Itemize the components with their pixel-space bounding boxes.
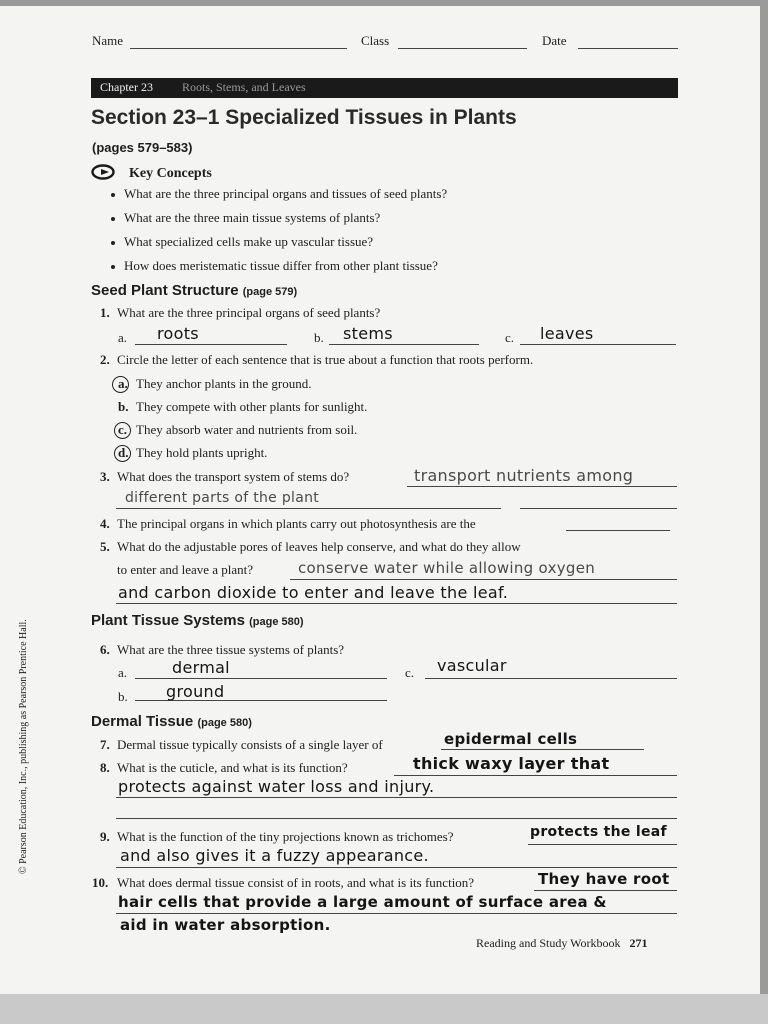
bullet bbox=[111, 265, 115, 269]
q9-answer-1: protects the leaf bbox=[530, 824, 667, 840]
key-concepts-heading: Key Concepts bbox=[129, 166, 212, 181]
q4-text: The principal organs in which plants carry out photosynthesis are the bbox=[117, 516, 476, 531]
q10-text: What does dermal tissue consist of in roots, and what is its function? bbox=[117, 875, 475, 890]
q8-line-3 bbox=[116, 818, 677, 819]
bullet bbox=[111, 193, 115, 197]
section-pages: (pages 579–583) bbox=[92, 140, 193, 155]
q9-answer-2: and also gives it a fuzzy appearance. bbox=[120, 846, 429, 865]
q9-line-1 bbox=[528, 844, 677, 845]
tissue-systems-heading: Plant Tissue Systems (page 580) bbox=[91, 612, 304, 629]
dermal-heading: Dermal Tissue (page 580) bbox=[91, 713, 252, 730]
q6-a-label: a. bbox=[118, 665, 128, 680]
q7-answer: epidermal cells bbox=[444, 730, 578, 748]
q6-text: What are the three tissue systems of plants? bbox=[117, 642, 345, 657]
q2-option-letter: c. bbox=[118, 422, 128, 437]
key-concept-item: What are the three main tissue systems of plants? bbox=[124, 210, 381, 225]
q2-option-letter: d. bbox=[118, 445, 129, 460]
q5-text-1: What do the adjustable pores of leaves help conserve, and what do they allow bbox=[117, 539, 521, 554]
date-label: Date bbox=[542, 33, 567, 48]
q6-b-answer: ground bbox=[166, 682, 225, 701]
q5-answer-1: conserve water while allowing oxygen bbox=[298, 559, 596, 577]
q2-option-letter: b. bbox=[118, 399, 129, 414]
q8-answer-1: thick waxy layer that bbox=[413, 754, 610, 773]
class-line bbox=[398, 48, 527, 49]
q3-line-1 bbox=[407, 486, 677, 487]
q6-a-answer: dermal bbox=[172, 658, 230, 677]
q3-line-2 bbox=[116, 508, 501, 509]
bullet bbox=[111, 241, 115, 245]
q2-option-text: They absorb water and nutrients from soil. bbox=[136, 422, 358, 437]
q7-text: Dermal tissue typically consists of a single layer of bbox=[117, 737, 383, 752]
q2-option-text: They hold plants upright. bbox=[136, 445, 268, 460]
q1-a-answer: roots bbox=[157, 324, 199, 343]
q3-answer-1: transport nutrients among bbox=[414, 466, 634, 485]
chapter-label: Chapter 23 bbox=[100, 80, 153, 94]
q1-b-answer: stems bbox=[343, 324, 393, 343]
q6-c-line bbox=[425, 678, 677, 679]
q1-c-line bbox=[520, 344, 676, 345]
chapter-title: Roots, Stems, and Leaves bbox=[182, 80, 306, 94]
q6-number: 6. bbox=[100, 642, 110, 657]
q4-line bbox=[566, 530, 670, 531]
q1-c-label: c. bbox=[505, 330, 515, 345]
q2-option-text: They anchor plants in the ground. bbox=[136, 376, 312, 391]
key-concept-item: What are the three principal organs and tissues of seed plants? bbox=[124, 186, 448, 201]
q10-line-2 bbox=[116, 913, 677, 914]
name-line bbox=[130, 48, 347, 49]
q1-text: What are the three principal organs of seed plants? bbox=[117, 305, 381, 320]
q7-line bbox=[441, 749, 644, 750]
q8-line-2 bbox=[116, 797, 677, 798]
name-label: Name bbox=[92, 33, 124, 48]
q5-line-2 bbox=[116, 603, 677, 604]
seed-plant-heading: Seed Plant Structure (page 579) bbox=[91, 282, 298, 299]
q5-number: 5. bbox=[100, 539, 110, 554]
q2-option-text: They compete with other plants for sunlight. bbox=[136, 399, 368, 414]
q3-text: What does the transport system of stems do? bbox=[117, 469, 350, 484]
q2-text: Circle the letter of each sentence that is true about a function that roots perform. bbox=[117, 352, 534, 367]
q5-line-1 bbox=[290, 579, 677, 580]
q5-text-2: to enter and leave a plant? bbox=[117, 562, 254, 577]
class-label: Class bbox=[361, 33, 390, 48]
q1-number: 1. bbox=[100, 305, 110, 320]
q6-c-answer: vascular bbox=[437, 656, 507, 675]
q9-text: What is the function of the tiny projections known as trichomes? bbox=[117, 829, 454, 844]
q1-b-line bbox=[329, 344, 479, 345]
key-concept-item: How does meristematic tissue differ from other plant tissue? bbox=[124, 258, 438, 273]
workbook-footer: Reading and Study Workbook 271 bbox=[476, 936, 648, 950]
copyright-note: © Pearson Education, Inc., publishing as Pearson Prentice Hall. bbox=[18, 619, 29, 874]
q10-answer-3: aid in water absorption. bbox=[120, 916, 331, 934]
key-concept-item: What specialized cells make up vascular tissue? bbox=[124, 234, 374, 249]
q1-a-label: a. bbox=[118, 330, 128, 345]
q6-a-line bbox=[135, 678, 387, 679]
q7-number: 7. bbox=[100, 737, 110, 752]
q6-b-label: b. bbox=[118, 689, 128, 704]
q8-text: What is the cuticle, and what is its function? bbox=[117, 760, 348, 775]
q10-number: 10. bbox=[92, 875, 109, 890]
q1-c-answer: leaves bbox=[540, 324, 594, 343]
q9-number: 9. bbox=[100, 829, 110, 844]
q8-answer-2: protects against water loss and injury. bbox=[118, 777, 435, 796]
q1-a-line bbox=[135, 344, 287, 345]
q4-number: 4. bbox=[100, 516, 110, 531]
date-line bbox=[578, 48, 678, 49]
worksheet-page bbox=[0, 6, 760, 994]
q2-number: 2. bbox=[100, 352, 110, 367]
q3-line-3 bbox=[520, 508, 677, 509]
q10-line-1 bbox=[534, 890, 677, 891]
bullet bbox=[111, 217, 115, 221]
q8-line-1 bbox=[394, 775, 677, 776]
chapter-bar bbox=[91, 78, 678, 98]
q3-number: 3. bbox=[100, 469, 110, 484]
q8-number: 8. bbox=[100, 760, 110, 775]
scan-bottom-edge bbox=[0, 994, 768, 1024]
q10-answer-2: hair cells that provide a large amount of surface area & bbox=[118, 893, 607, 911]
q2-option-letter: a. bbox=[118, 376, 128, 391]
section-title: Section 23–1 Specialized Tissues in Plants bbox=[91, 106, 517, 129]
q5-answer-2: and carbon dioxide to enter and leave the leaf. bbox=[118, 583, 509, 602]
q3-answer-2: different parts of the plant bbox=[125, 490, 320, 506]
q10-answer-1: They have root bbox=[538, 870, 670, 888]
q6-c-label: c. bbox=[405, 665, 415, 680]
q1-b-label: b. bbox=[314, 330, 324, 345]
key-concepts-icon bbox=[91, 164, 117, 185]
q9-line-2 bbox=[116, 867, 677, 868]
